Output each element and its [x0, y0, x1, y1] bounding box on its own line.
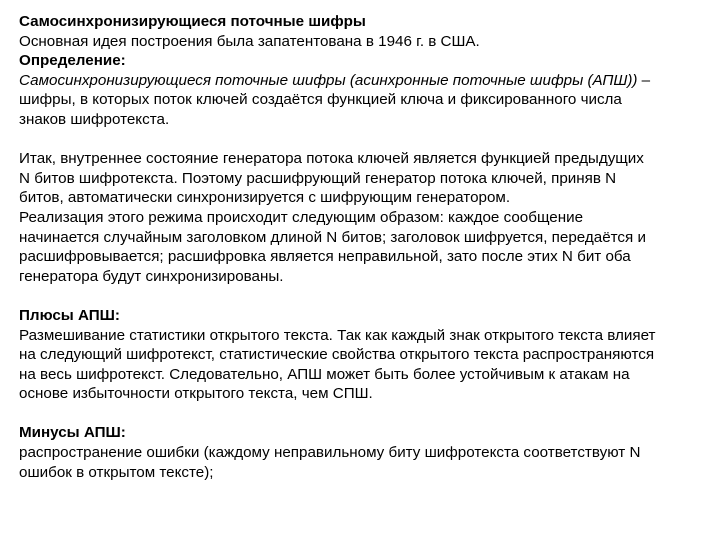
cons-line: ошибок в открытом тексте); [19, 463, 214, 481]
slide-content [19, 12, 709, 482]
pros-line: на весь шифротекст. Следовательно, АПШ может быть более устойчивым к атакам на [19, 365, 630, 383]
paragraph-line: генератора будут синхронизированы. [19, 267, 284, 285]
definition-line: шифры, в которых поток ключей создаётся функцией ключа и фиксированного числа [19, 91, 622, 109]
cons-heading: Минусы АПШ: [19, 424, 126, 442]
definition-heading: Определение: [19, 52, 126, 70]
paragraph-line: битов, автоматически синхронизируется с шифрующим генератором. [19, 189, 511, 207]
paragraph-gap [19, 286, 709, 306]
paragraph-line: N битов шифротекста. Поэтому расшифрующий генератор потока ключей, приняв N [19, 169, 617, 187]
definition-term: Самосинхронизирующиеся поточные шифры (асинхронные поточные шифры (АПШ)) [19, 71, 638, 89]
pros-heading: Плюсы АПШ: [19, 306, 120, 324]
pros-line: на следующий шифротекст, статистические свойства открытого текста распространяются [19, 346, 655, 364]
paragraph-line: расшифровывается; расшифровка является неправильной, зато после этих N бит оба [19, 248, 631, 266]
paragraph-gap [19, 130, 709, 150]
cons-line: распространение ошибки (каждому неправильному биту шифротекста соответствуют N [19, 444, 641, 462]
paragraph-line: начинается случайным заголовком длиной N битов; заголовок шифруется, передаётся и [19, 228, 646, 246]
definition-line: знаков шифротекста. [19, 110, 170, 128]
paragraph-line: Реализация этого режима происходит следующим образом: каждое сообщение [19, 208, 584, 226]
pros-line: основе избыточности открытого текста, чем СПШ. [19, 385, 373, 403]
definition-first-line [19, 71, 709, 91]
slide-title: Самосинхронизирующиеся поточные шифры [19, 13, 366, 30]
pros-line: Размешивание статистики открытого текста. Так как каждый знак открытого текста влияет [19, 326, 656, 344]
intro-text: Основная идея построения была запатентована в 1946 г. в США. [19, 32, 480, 50]
definition-dash: – [637, 71, 651, 89]
paragraph-line: Итак, внутреннее состояние генератора потока ключей является функцией предыдущих [19, 150, 644, 168]
paragraph-gap [19, 404, 709, 424]
